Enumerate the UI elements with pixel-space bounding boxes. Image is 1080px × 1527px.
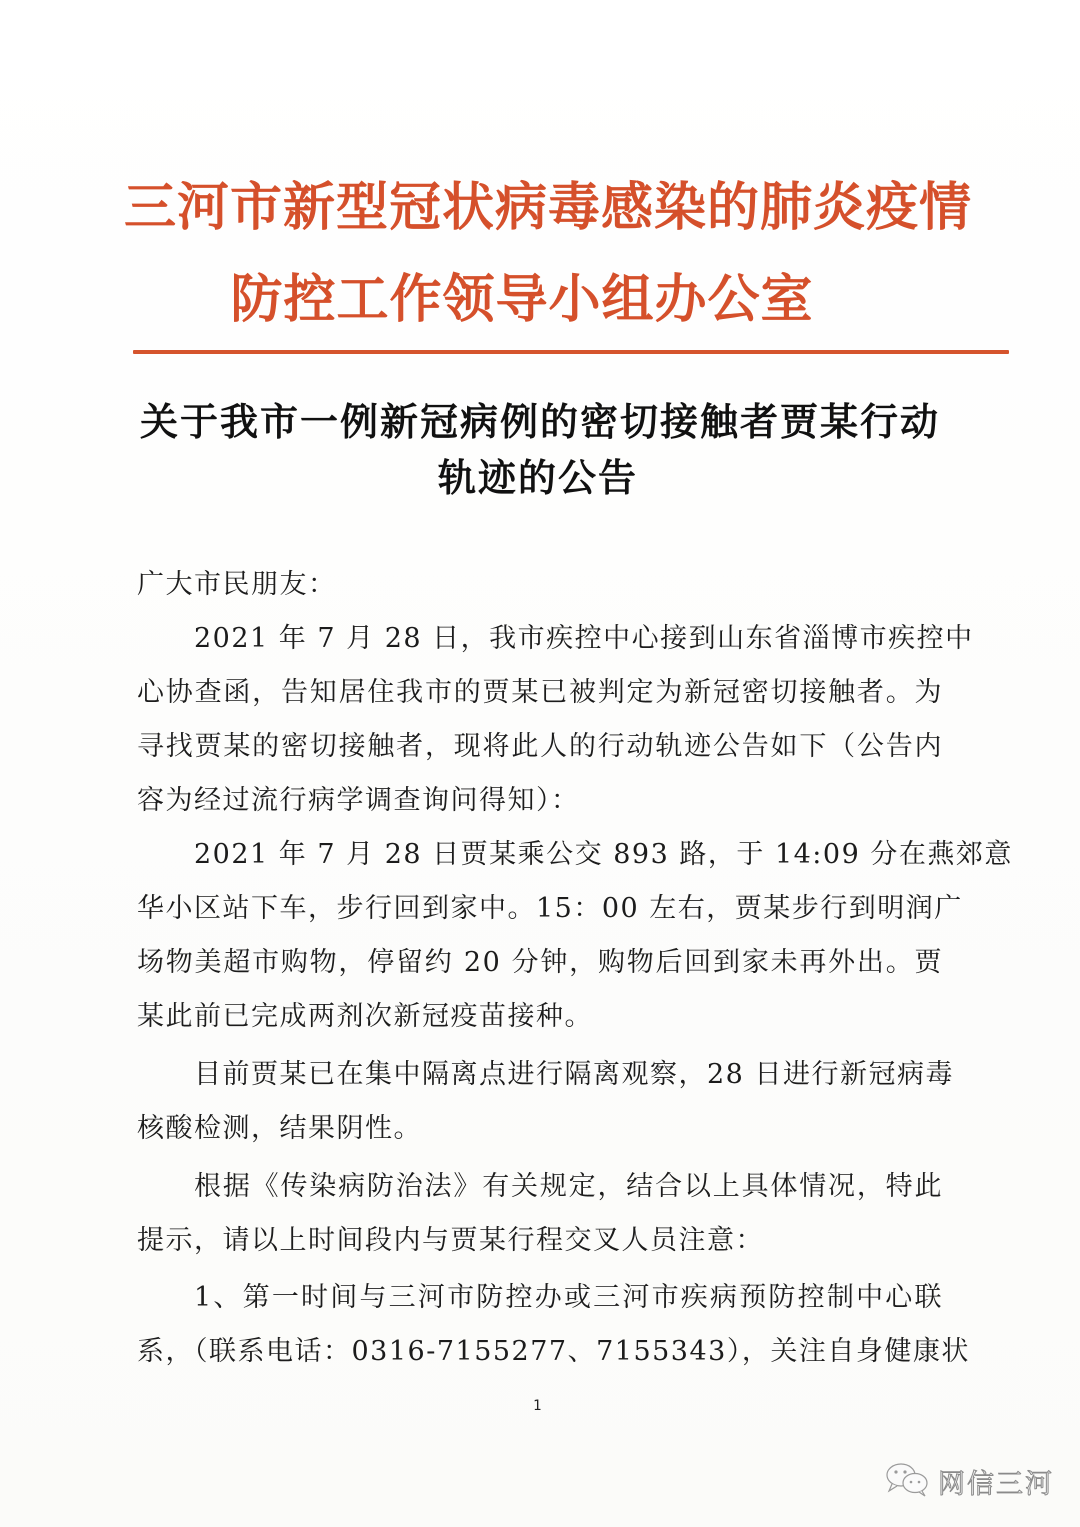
body-paragraph-line: 场物美超市购物，停留约 20 分钟，购物后回到家未再外出。贾	[137, 947, 943, 978]
body-paragraph-line: 2021 年 7 月 28 日，我市疾控中心接到山东省淄博市疾控中	[194, 623, 974, 654]
page-number: 1	[533, 1398, 542, 1414]
notice-title-line-1: 关于我市一例新冠病例的密切接触者贾某行动	[139, 400, 940, 444]
issuer-header-line-2: 防控工作领导小组办公室	[230, 270, 814, 330]
body-paragraph-line: 华小区站下车，步行回到家中。15：00 左右，贾某步行到明润广	[137, 893, 963, 924]
body-paragraph-line: 2021 年 7 月 28 日贾某乘公交 893 路，于 14:09 分在燕郊意	[194, 839, 1013, 870]
body-paragraph-line: 1、第一时间与三河市防控办或三河市疾病预防控制中心联	[194, 1282, 943, 1313]
body-paragraph-line: 某此前已完成两剂次新冠疫苗接种。	[137, 1001, 593, 1032]
body-paragraph-line: 容为经过流行病学调查询问得知）：	[137, 785, 580, 816]
source-watermark	[884, 1462, 1054, 1500]
salutation: 广大市民朋友：	[137, 569, 337, 600]
watermark-text: 网信三河	[938, 1468, 1054, 1500]
body-paragraph-line: 目前贾某已在集中隔离点进行隔离观察，28 日进行新冠病毒	[194, 1059, 954, 1090]
body-paragraph-line: 心协查函，告知居住我市的贾某已被判定为新冠密切接触者。为	[137, 677, 943, 708]
issuer-header-line-1: 三河市新型冠状病毒感染的肺炎疫情	[123, 178, 972, 238]
notice-title-line-2: 轨迹的公告	[437, 456, 638, 500]
header-divider-rule	[133, 350, 1009, 354]
body-paragraph-line: 系，（联系电话：0316-7155277、7155343），关注自身健康状	[137, 1336, 970, 1367]
wechat-icon	[884, 1461, 932, 1501]
body-paragraph-line: 核酸检测，结果阴性。	[137, 1113, 422, 1144]
body-paragraph-line: 根据《传染病防治法》有关规定，结合以上具体情况，特此	[194, 1171, 943, 1202]
body-paragraph-line: 提示，请以上时间段内与贾某行程交叉人员注意：	[137, 1225, 764, 1256]
body-paragraph-line: 寻找贾某的密切接触者，现将此人的行动轨迹公告如下（公告内	[137, 731, 943, 762]
